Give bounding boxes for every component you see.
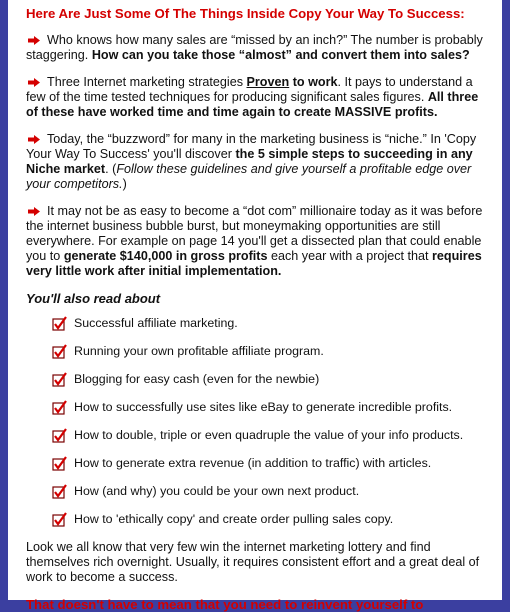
closing-heading: That doesn't have to mean that you need to reinvent yourself to xyxy=(26,597,424,612)
paragraph-1: Who knows how many sales are “missed by an inch?” The number is probably staggering. How can you take those “almost” and convert them into sales? xyxy=(26,33,483,62)
content xyxy=(8,0,502,612)
list-item: How to 'ethically copy' and create order pulling sales copy. xyxy=(52,512,488,527)
list-item: Running your own profitable affiliate program. xyxy=(52,344,488,359)
checkbox-checked-icon xyxy=(52,428,67,443)
list-item: Successful affiliate marketing. xyxy=(52,316,488,331)
checkbox-checked-icon xyxy=(52,456,67,471)
paragraph-4: It may not be as easy to become a “dot com” millionaire today as it was before the internet business bubble burst, but moneymaking opportunities are still everywhere. For example on page 14 you'll get a dissected plan that could enable you to generate $140,000 in gross profits each year with a project that requires very little work after initial implementation. xyxy=(26,204,483,278)
red-arrow-icon xyxy=(28,36,40,45)
also-read-heading: You'll also read about xyxy=(26,291,161,306)
list-item: Blogging for easy cash (even for the newbie) xyxy=(52,372,488,387)
red-arrow-icon xyxy=(28,207,40,216)
paragraph-2: Three Internet marketing strategies Proven to work. It pays to understand a few of the time tested techniques for producing significant sales figures. All three of these have worked time and time again to create MASSIVE profits. xyxy=(26,75,479,119)
section-heading: Here Are Just Some Of The Things Inside Copy Your Way To Success: xyxy=(26,6,465,21)
closing-paragraph: Look we all know that very few win the internet marketing lottery and find themselves rich overnight. Usually, it requires consistent effort and a great deal of work to become a success. xyxy=(26,540,480,584)
checkbox-checked-icon xyxy=(52,484,67,499)
checkbox-checked-icon xyxy=(52,316,67,331)
checklist xyxy=(26,316,488,527)
page xyxy=(8,0,502,612)
red-arrow-icon xyxy=(28,135,40,144)
checkbox-checked-icon xyxy=(52,400,67,415)
checkbox-checked-icon xyxy=(52,512,67,527)
red-arrow-icon xyxy=(28,78,40,87)
list-item: How to successfully use sites like eBay to generate incredible profits. xyxy=(52,400,488,415)
checkbox-checked-icon xyxy=(52,372,67,387)
paragraph-3: Today, the “buzzword” for many in the marketing business is “niche.” In 'Copy Your Way To Success' you'll discover the 5 simple steps to succeeding in any Niche market. (Follow these guidelines and give yourself a profitable edge over your competitors.) xyxy=(26,132,477,191)
list-item: How to double, triple or even quadruple the value of your info products. xyxy=(52,428,488,443)
list-item: How (and why) you could be your own next product. xyxy=(52,484,488,499)
checkbox-checked-icon xyxy=(52,344,67,359)
list-item: How to generate extra revenue (in addition to traffic) with articles. xyxy=(52,456,488,471)
